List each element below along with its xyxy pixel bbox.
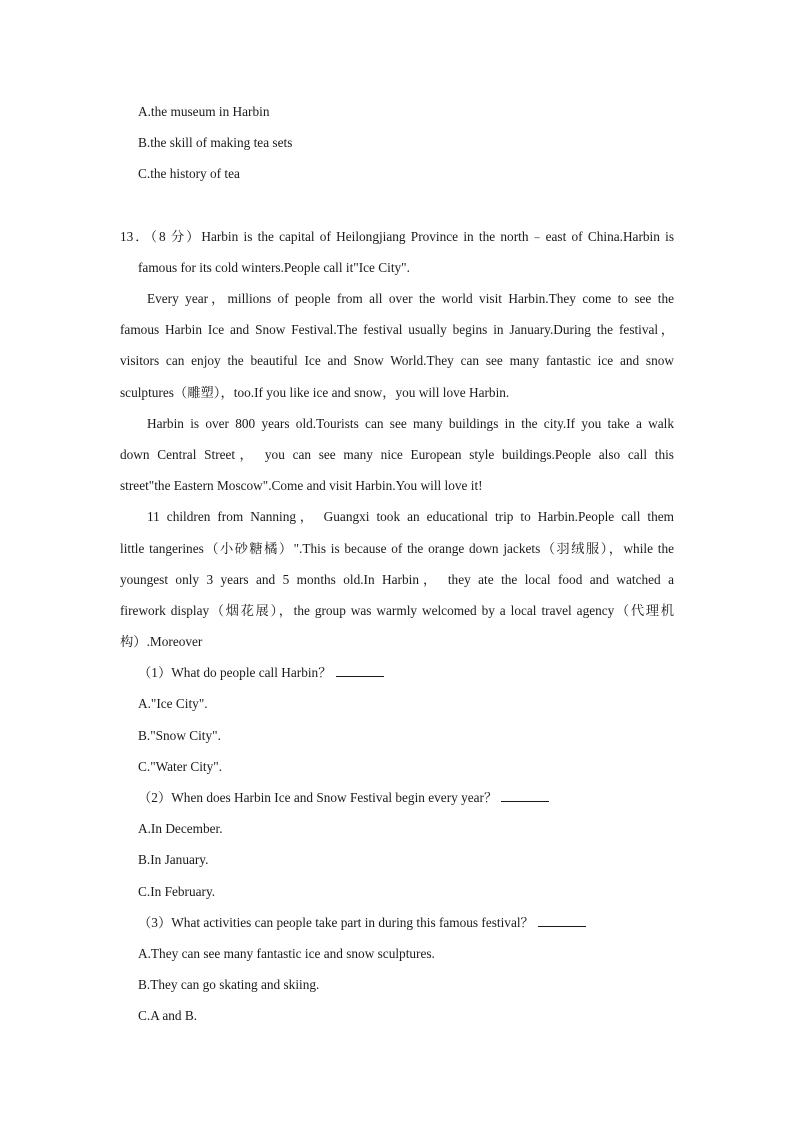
prev-option-b: B.the skill of making tea sets xyxy=(138,135,293,150)
answer-blank-2[interactable] xyxy=(501,789,549,802)
question-2-option-c: C.In February. xyxy=(138,884,216,899)
question-1-text: （1）What do people call Harbin？ xyxy=(138,665,332,680)
paragraph-1-line: famous Harbin Ice and Snow Festival.The festival usually begins in January.During the festival， xyxy=(120,322,674,337)
paragraph-3-line: 构）.Moreover xyxy=(120,634,203,649)
question-13-heading: 13．（8 分）Harbin is the capital of Heilongjiang Province in the north﹣east of China.Harbin is xyxy=(120,229,674,244)
question-1-option-a: A."Ice City". xyxy=(138,696,208,711)
paragraph-3-line: little tangerines（小砂糖橘）".This is because of the orange down jackets（羽绒服），while the xyxy=(120,541,674,556)
question-3-option-a: A.They can see many fantastic ice and snow sculptures. xyxy=(138,946,435,961)
question-1-option-c: C."Water City". xyxy=(138,759,223,774)
question-2-option-b: B.In January. xyxy=(138,852,209,867)
question-3-text: （3）What activities can people take part in during this famous festival？ xyxy=(138,915,534,930)
question-2-stem xyxy=(138,789,549,807)
question-3-stem xyxy=(138,914,586,932)
paragraph-1-line: visitors can enjoy the beautiful Ice and Snow World.They can see many fantastic ice and snow xyxy=(120,353,674,368)
question-3-option-c: C.A and B. xyxy=(138,1008,198,1023)
question-2-option-a: A.In December. xyxy=(138,821,223,836)
question-3-option-b: B.They can go skating and skiing. xyxy=(138,977,320,992)
question-1-stem xyxy=(138,664,384,682)
paragraph-3-line: youngest only 3 years and 5 months old.In Harbin， they ate the local food and watched a xyxy=(120,572,674,587)
paragraph-1-line: sculptures（雕塑），too.If you like ice and snow，you will love Harbin. xyxy=(120,385,510,400)
paragraph-2-line: down Central Street， you can see many nice European style buildings.People also call this xyxy=(120,447,674,462)
prev-option-c: C.the history of tea xyxy=(138,166,240,181)
prev-option-a: A.the museum in Harbin xyxy=(138,104,270,119)
paragraph-2-line: Harbin is over 800 years old.Tourists can see many buildings in the city.If you take a walk xyxy=(147,416,674,431)
paragraph-2-line: street"the Eastern Moscow".Come and visit Harbin.You will love it! xyxy=(120,478,483,493)
question-1-option-b: B."Snow City". xyxy=(138,728,221,743)
question-2-text: （2）When does Harbin Ice and Snow Festival begin every year？ xyxy=(138,790,498,805)
paragraph-1-line: Every year，millions of people from all over the world visit Harbin.They come to see the xyxy=(147,291,674,306)
paragraph-3-line: 11 children from Nanning， Guangxi took an educational trip to Harbin.People call them xyxy=(147,509,674,524)
answer-blank-1[interactable] xyxy=(336,664,384,677)
paragraph-3-line: firework display（烟花展），the group was warmly welcomed by a local travel agency（代理机 xyxy=(120,603,674,618)
question-13-heading-cont: famous for its cold winters.People call it"Ice City". xyxy=(138,260,410,275)
answer-blank-3[interactable] xyxy=(538,914,586,927)
